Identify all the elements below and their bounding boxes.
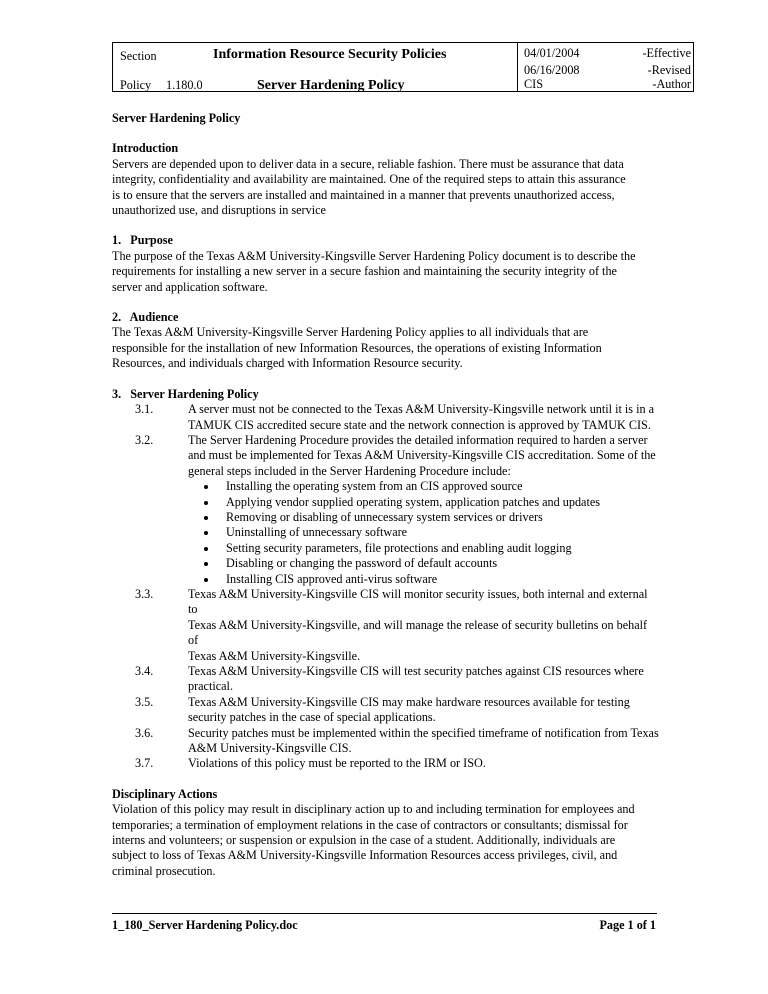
author-label: -Author	[652, 77, 691, 91]
section-label: Section	[120, 49, 157, 63]
policy-item-3-5: 3.5. Texas A&M University-Kingsville CIS may make hardware resources available for testing security patches in the case of special applications.	[135, 694, 630, 725]
footer-divider	[112, 913, 657, 914]
policy-item-3-6: 3.6. Security patches must be implemented within the specified timeframe of notification from Texas A&M University-Kingsville CIS.	[135, 725, 659, 756]
policy-heading: 3. Server Hardening Policy	[112, 386, 259, 401]
meta-revised	[524, 63, 691, 77]
list-item: Removing or disabling of unnecessary system services or drivers	[112, 510, 660, 525]
disciplinary-paragraph: Violation of this policy may result in disciplinary action up to and including termination for employees and temporaries; a termination of employment relations in the case of contractors or consultants; dismissal for interns and volunteers; or suspension or expulsion in the case of a student. Additionally, individuals are subject to loss of Texas A&M University-Kingsville Information Resources access privileges, civil, and criminal prosecution.	[112, 802, 635, 878]
list-item: Setting security parameters, file protections and enabling audit logging	[112, 541, 660, 556]
bullet-icon	[204, 531, 208, 535]
bullet-icon	[204, 578, 208, 582]
bullet-icon	[204, 562, 208, 566]
meta-author	[524, 77, 691, 91]
policy-header-table	[112, 42, 694, 92]
footer-filename: 1_180_Server Hardening Policy.doc	[112, 918, 298, 932]
list-item: Applying vendor supplied operating system, application patches and updates	[112, 495, 660, 510]
introduction-heading: Introduction	[112, 141, 179, 156]
meta-effective	[524, 46, 691, 60]
list-item: Installing the operating system from an CIS approved source	[112, 479, 660, 494]
policy-item-3-3: 3.3. Texas A&M University-Kingsville CIS will monitor security issues, both internal and external to Texas A&M University-Kingsville, and will manage the release of security bulletins on behalf of Texas A&M University-Kingsville.	[135, 586, 648, 663]
introduction-paragraph: Servers are depended upon to deliver data in a secure, reliable fashion. There must be assurance that data integrity, confidentiality and availability are maintained. One of the required steps to attain this assurance is to ensure that the servers are installed and maintained in a manner that prevents unauthorized access, unauthorized use, and disruptions in service	[112, 156, 626, 218]
header-title-cell	[113, 43, 518, 91]
header-subtitle: Server Hardening Policy	[257, 78, 405, 93]
policy-item-3-4: 3.4. Texas A&M University-Kingsville CIS will test security patches against CIS resources where practical.	[135, 664, 644, 694]
header-title: Information Resource Security Policies	[213, 47, 447, 62]
bullet-icon	[204, 501, 208, 505]
purpose-heading: 1. Purpose	[112, 233, 173, 248]
disciplinary-heading: Disciplinary Actions	[112, 786, 218, 801]
purpose-paragraph: The purpose of the Texas A&M University-Kingsville Server Hardening Policy document is to describe the requirements for installing a new server in a secure fashion and maintaining the security integrity of the server and application software.	[112, 248, 636, 294]
document-body	[112, 111, 660, 879]
document-title: Server Hardening Policy	[112, 111, 241, 125]
revised-date: 06/16/2008	[524, 63, 580, 77]
policy-item-3-7: 3.7. Violations of this policy must be reported to the IRM or ISO.	[135, 756, 486, 771]
audience-heading: 2. Audience	[112, 310, 179, 325]
revised-label: -Revised	[647, 63, 691, 77]
author-value: CIS	[524, 77, 543, 91]
list-item: Disabling or changing the password of default accounts	[112, 556, 660, 571]
list-item: Installing CIS approved anti-virus software	[112, 572, 660, 587]
bullet-icon	[204, 547, 208, 551]
policy-item-3-2: 3.2. The Server Hardening Procedure provides the detailed information required to harden a server and must be implemented for Texas A&M University-Kingsville CIS accreditation. Some of the general steps included in the Server Hardening Procedure include:	[135, 432, 656, 478]
bullet-icon	[204, 516, 208, 520]
header-meta-cell	[518, 43, 693, 91]
bullet-icon	[204, 485, 208, 489]
hardening-steps-list	[112, 479, 660, 587]
list-item: Uninstalling of unnecessary software	[112, 525, 660, 540]
footer-page-number: Page 1 of 1	[599, 918, 656, 932]
effective-label: -Effective	[642, 46, 691, 60]
effective-date: 04/01/2004	[524, 46, 580, 60]
policy-number: 1.180.0	[166, 78, 203, 92]
policy-item-3-1: 3.1. A server must not be connected to the Texas A&M University-Kingsville network until it is in a TAMUK CIS accredited secure state and the network connection is approved by TAMUK CIS.	[135, 402, 655, 432]
policy-label: Policy	[120, 78, 152, 92]
audience-paragraph: The Texas A&M University-Kingsville Server Hardening Policy applies to all individuals that are responsible for the installation of new Information Resources, the operations of existing Information Resources, and individuals charged with Information Resource security.	[112, 325, 602, 371]
